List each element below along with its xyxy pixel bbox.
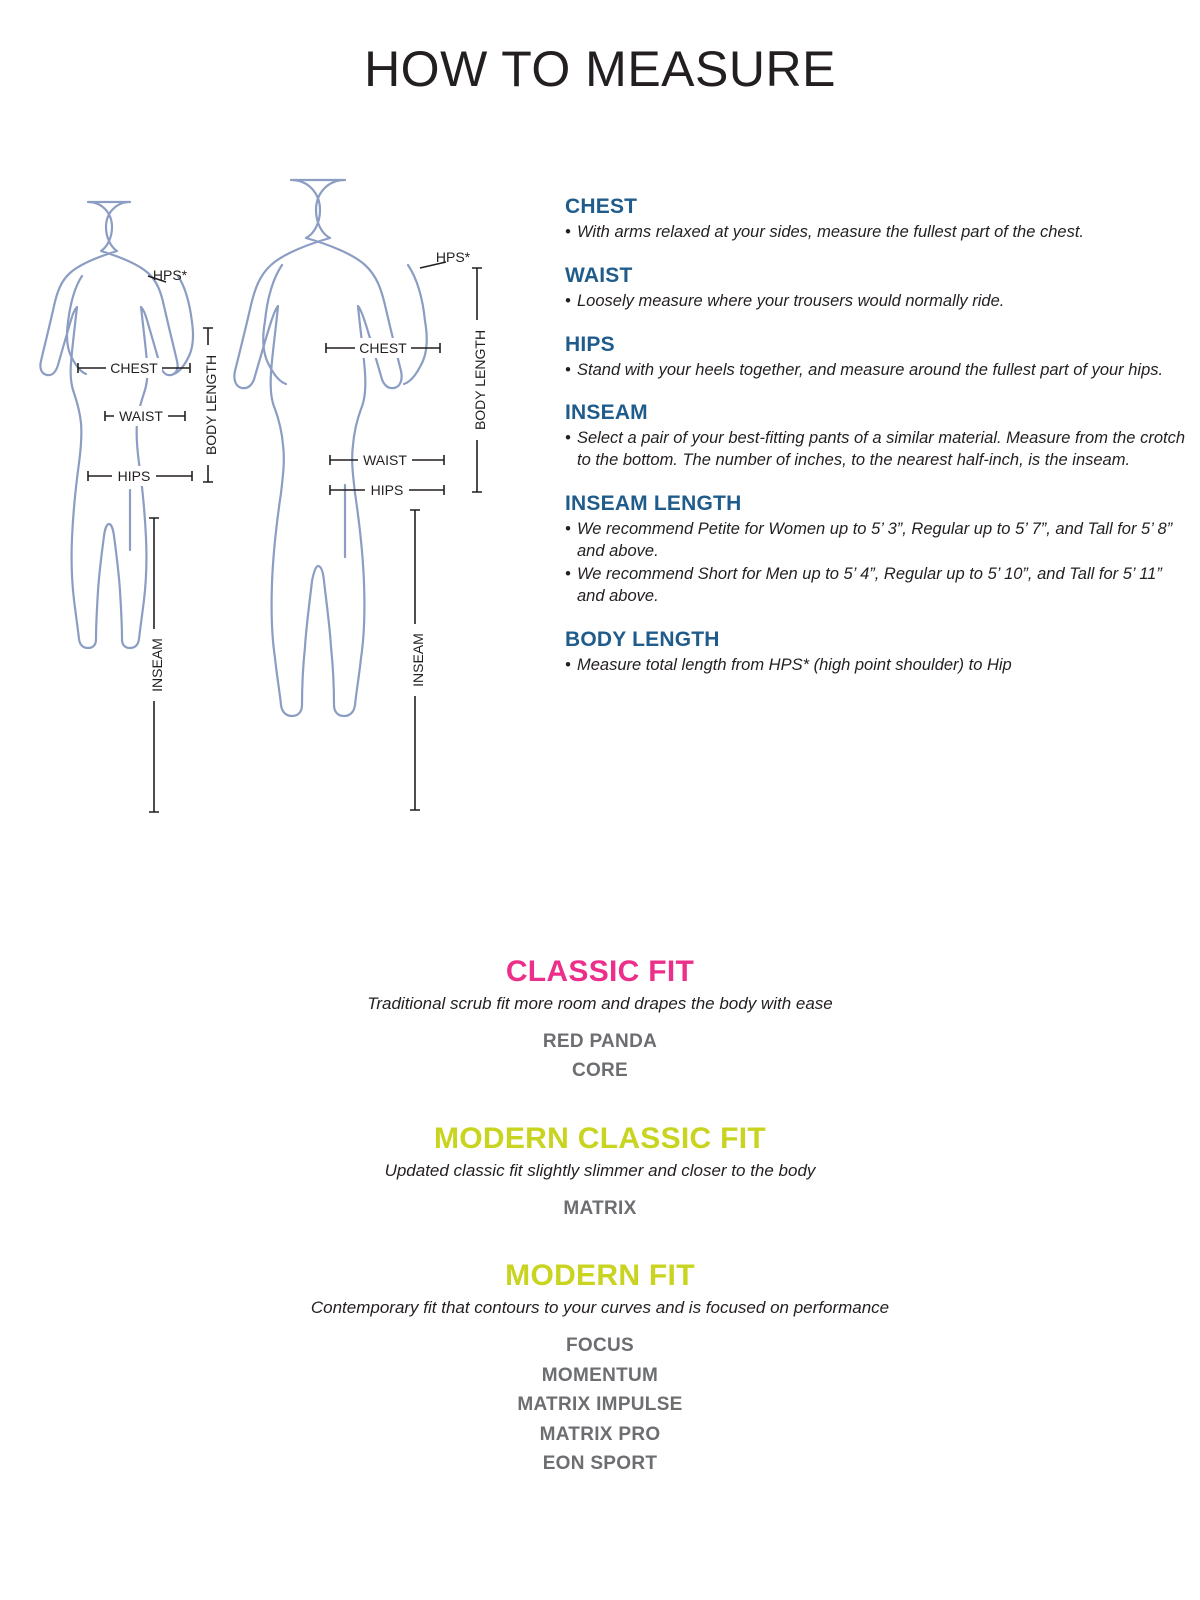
figure-label-chest-female: CHEST xyxy=(110,360,158,376)
measurement-heading: INSEAM LENGTH xyxy=(565,491,742,515)
measurement-text: We recommend Short for Men up to 5’ 4”, Regular up to 5’ 10”, and Tall for 5’ 11” and above. xyxy=(577,565,1162,606)
measurement-block-hips xyxy=(565,333,1185,382)
fit-description: Contemporary fit that contours to your curves and is focused on performance xyxy=(310,1298,890,1318)
measurement-text: Stand with your heels together, and measure around the fullest part of your hips. xyxy=(577,360,1164,379)
bullet-icon: • xyxy=(565,565,571,584)
measurement-figures xyxy=(10,160,540,860)
measurement-block-waist xyxy=(565,264,1185,313)
measurement-text: Select a pair of your best-fitting pants of a similar material. Measure from the crotch to the bottom. The number of inches, to the nearest half-inch, is the inseam. xyxy=(577,429,1186,470)
measurement-heading: CHEST xyxy=(565,195,638,218)
figure-label-hps-female: HPS* xyxy=(152,267,188,283)
fit-product-list xyxy=(0,1194,1200,1223)
fit-block-modern xyxy=(0,1259,1200,1478)
fit-description: Updated classic fit slightly slimmer and closer to the body xyxy=(384,1160,816,1180)
figure-label-hips-male: HIPS xyxy=(370,482,404,498)
measurement-heading: BODY LENGTH xyxy=(565,627,720,651)
figure-label-inseam-female: INSEAM xyxy=(149,638,165,692)
measurement-block-body-length xyxy=(565,628,1185,677)
bullet-icon: • xyxy=(565,223,571,241)
measurement-item xyxy=(565,291,1185,313)
page-title: HOW TO MEASURE xyxy=(364,41,836,97)
figure-label-inseam-male: INSEAM xyxy=(410,633,426,687)
bullet-icon: • xyxy=(565,360,571,379)
bullet-icon: • xyxy=(565,291,571,310)
measurement-heading: WAIST xyxy=(565,263,633,287)
measurement-item xyxy=(565,222,1185,244)
measurement-instructions xyxy=(565,195,1185,697)
measurement-heading: INSEAM xyxy=(565,401,648,425)
figure-label-chest-male: CHEST xyxy=(359,340,407,356)
fit-block-classic xyxy=(0,955,1200,1086)
measurement-block-inseam-length xyxy=(565,492,1185,608)
bullet-icon: • xyxy=(565,655,571,674)
measurement-text: We recommend Petite for Women up to 5’ 3”, Regular up to 5’ 7”, and Tall for 5’ 8” and above. xyxy=(577,519,1173,560)
fit-product: MATRIX PRO xyxy=(539,1423,661,1445)
fit-product-list xyxy=(0,1027,1200,1086)
measurement-text: Loosely measure where your trousers would normally ride. xyxy=(577,291,1005,310)
measurement-item xyxy=(565,360,1185,382)
measurement-item xyxy=(565,655,1185,677)
fit-product: CORE xyxy=(571,1060,629,1082)
fit-description: Traditional scrub fit more room and drapes the body with ease xyxy=(367,994,833,1013)
figure-label-hips-female: HIPS xyxy=(117,468,151,484)
fit-block-modern-classic xyxy=(0,1122,1200,1223)
figure-label-body-length-female: BODY LENGTH xyxy=(203,354,219,456)
bullet-icon: • xyxy=(565,519,571,538)
fit-product: FOCUS xyxy=(566,1335,634,1357)
measurement-block-chest xyxy=(565,195,1185,244)
figure-label-waist-female: WAIST xyxy=(119,408,163,424)
fit-title: MODERN CLASSIC FIT xyxy=(433,1121,767,1155)
measurement-text: Measure total length from HPS* (high point shoulder) to Hip xyxy=(577,655,1012,674)
measurement-text: With arms relaxed at your sides, measure the fullest part of the chest. xyxy=(577,223,1084,241)
measurement-block-inseam xyxy=(565,401,1185,472)
figure-label-body-length-male: BODY LENGTH xyxy=(472,329,488,431)
fit-product-list xyxy=(0,1331,1200,1478)
measurement-heading: HIPS xyxy=(565,332,615,356)
fit-product: MATRIX xyxy=(563,1197,637,1219)
fit-title: MODERN FIT xyxy=(505,1259,695,1293)
figure-label-hps-male: HPS* xyxy=(435,249,471,265)
fit-product: MATRIX IMPULSE xyxy=(517,1394,683,1416)
measurement-item xyxy=(565,564,1185,608)
fit-product: EON SPORT xyxy=(542,1453,658,1475)
figure-label-waist-male: WAIST xyxy=(363,452,407,468)
fit-product: RED PANDA xyxy=(542,1031,658,1052)
measurement-item xyxy=(565,519,1185,563)
fit-product: MOMENTUM xyxy=(541,1364,659,1386)
fit-sections xyxy=(0,955,1200,1515)
measurement-item xyxy=(565,428,1185,472)
bullet-icon: • xyxy=(565,429,571,448)
fit-title: CLASSIC FIT xyxy=(505,955,695,988)
